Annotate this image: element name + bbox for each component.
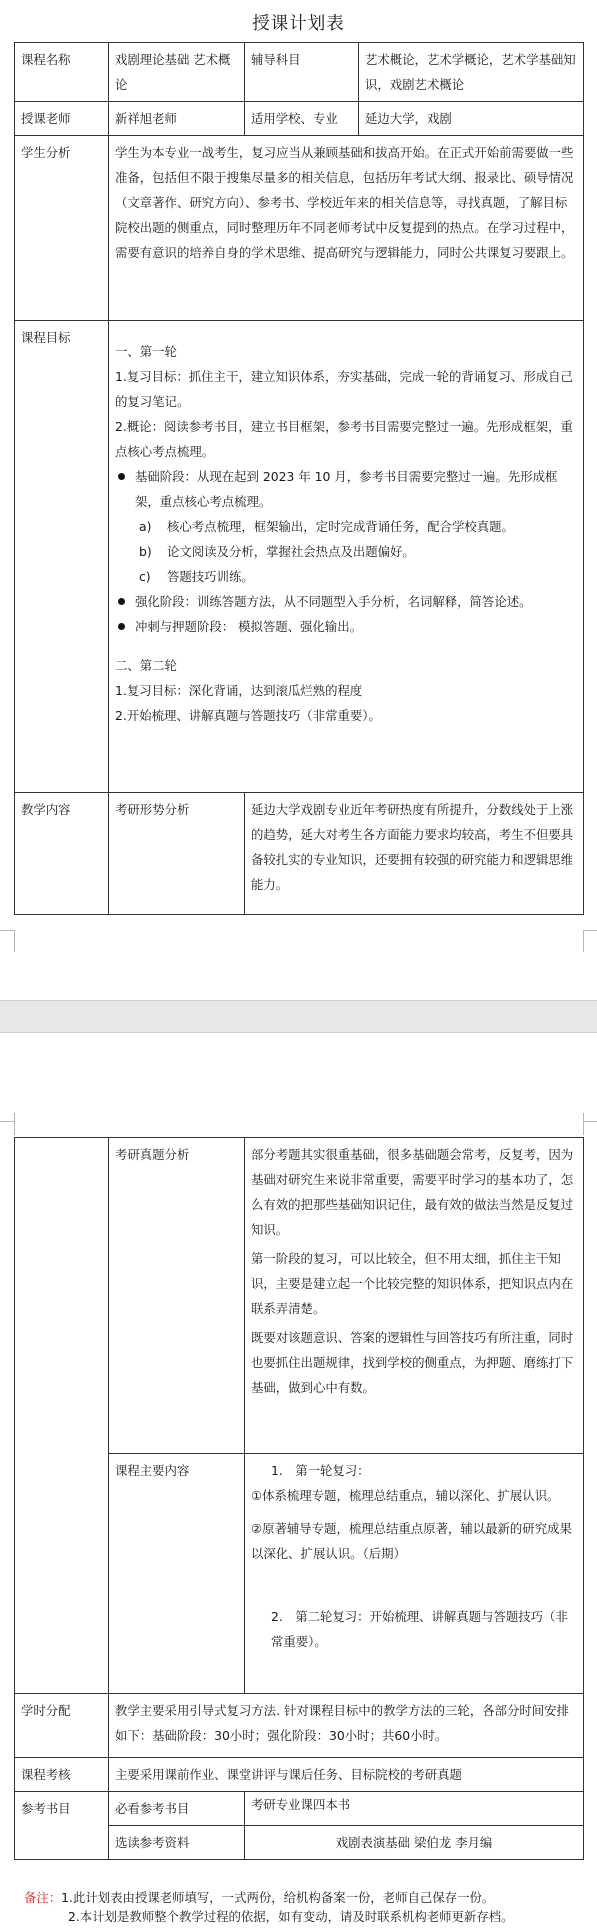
round2-point1: 1.复习目标：深化背诵，达到滚瓜烂熟的程度 <box>115 683 363 698</box>
school-label: 适用学校、专业 <box>245 102 359 136</box>
main-round2-heading: 2. 第二轮复习：开始梳理、讲解真题与答题技巧（非常重要）。 <box>271 1609 568 1649</box>
round1-point2: 2.概论：阅读参考书目，建立书目框架，参考书目需要完整过一遍。先形成框架，重点核心考点梳理。 <box>115 419 573 459</box>
exam-paragraph-3: 既要对该题意识、答案的逻辑性与回答技巧有所注重，同时也要抓住出题规律，找到学校的侧重点，为押题、磨练打下基础，做到心中有数。 <box>251 1330 574 1395</box>
main-label: 课程主要内容 <box>109 1454 245 1694</box>
main-item-1: ①体系梳理专题，梳理总结重点，辅以深化、扩展认识。 <box>251 1488 560 1503</box>
note-text-1: 1.此计划表由授课老师填写，一式两份，给机构备案一份，老师自己保存一份。 <box>61 1890 495 1905</box>
crop-mark <box>14 1113 15 1135</box>
round2-point2: 2.开始梳理、讲解真题与答题技巧（非常重要）。 <box>115 708 381 723</box>
ref-optional-value: 戏剧表演基础 梁伯龙 李月编 <box>245 1826 584 1860</box>
notes <box>24 1888 584 1926</box>
subject-value: 艺术概论，艺术学概论，艺术学基础知识，戏剧艺术概论 <box>359 43 584 102</box>
note-prefix: 备注： <box>24 1890 62 1905</box>
sub-item-b-marker: b) <box>139 544 152 559</box>
row-hours <box>15 1694 584 1758</box>
goal-content <box>109 321 584 793</box>
sub-item-a <box>115 514 577 539</box>
hours-text: 教学主要采用引导式复习方法. 针对课程目标中的教学方法的三轮，各部分时间安排如下：基础阶段：30小时；强化阶段：30小时；共60小时。 <box>109 1694 584 1758</box>
bullet-sprint-stage: 冲刺与押题阶段： 模拟答题、强化输出。 <box>115 614 577 639</box>
main-round1-heading: 1. 第一轮复习： <box>271 1463 370 1478</box>
plan-table-page1 <box>14 42 584 915</box>
row-course <box>15 43 584 102</box>
sub-item-c-marker: c) <box>139 569 151 584</box>
teacher-value: 新祥旭老师 <box>109 102 245 136</box>
row-assessment <box>15 1758 584 1792</box>
content-continued-cell <box>15 1138 109 1694</box>
subject-label: 辅导科目 <box>245 43 359 102</box>
row-analysis <box>15 136 584 321</box>
round1-heading: 一、第一轮 <box>115 344 177 359</box>
row-exam-analysis <box>15 1138 584 1454</box>
crop-mark <box>583 930 584 952</box>
analysis-label: 学生分析 <box>15 136 109 321</box>
goal-label: 课程目标 <box>15 321 109 793</box>
ref-required-value: 考研专业课四本书 <box>245 1792 584 1826</box>
plan-table-page2 <box>14 1137 584 1860</box>
page-gap <box>0 1000 597 1033</box>
course-label: 课程名称 <box>15 43 109 102</box>
crop-mark <box>0 930 14 931</box>
round1-point1: 1.复习目标：抓住主干，建立知识体系，夯实基础，完成一轮的背诵复习、形成自己的复习笔记。 <box>115 369 573 409</box>
trend-label: 考研形势分析 <box>109 793 245 915</box>
crop-mark <box>0 1121 14 1122</box>
exam-content <box>245 1138 584 1454</box>
note-line-2: 2.本计划是教师整个教学过程的依据，如有变动，请及时联系机构老师更新存档。 <box>68 1909 514 1924</box>
crop-mark <box>583 1121 597 1122</box>
assess-label: 课程考核 <box>15 1758 109 1792</box>
trend-text: 延边大学戏剧专业近年考研热度有所提升，分数线处于上涨的趋势，延大对考生各方面能力要求均较高，考生不但要具备较扎实的专业知识，还要拥有较强的研究能力和逻辑思维能力。 <box>245 793 584 915</box>
sub-item-c <box>115 564 577 589</box>
row-teacher <box>15 102 584 136</box>
exam-paragraph-2: 第一阶段的复习，可以比较全，但不用太细，抓住主干知识，主要是建立起一个比较完整的知识体系，把知识点内在联系弄清楚。 <box>251 1251 574 1316</box>
document-title: 授课计划表 <box>252 14 345 34</box>
sub-item-a-marker: a) <box>139 519 152 534</box>
bullet-basic-stage: 基础阶段：从现在起到 2023 年 10 月，参考书目需要完整过一遍。先形成框架，重点核心考点梳理。 <box>115 464 577 514</box>
hours-label: 学时分配 <box>15 1694 109 1758</box>
crop-mark <box>14 930 15 952</box>
content-label: 教学内容 <box>15 793 109 915</box>
row-goal <box>15 321 584 793</box>
sub-item-a-text: 核心考点梳理，框架输出，定时完成背诵任务，配合学校真题。 <box>167 519 514 534</box>
assess-text: 主要采用课前作业、课堂讲评与课后任务、目标院校的考研真题 <box>109 1758 584 1792</box>
sub-item-c-text: 答题技巧训练。 <box>167 569 254 584</box>
school-value: 延边大学，戏剧 <box>359 102 584 136</box>
crop-mark <box>583 930 597 931</box>
course-value: 戏剧理论基础 艺术概论 <box>109 43 245 102</box>
teacher-label: 授课老师 <box>15 102 109 136</box>
row-ref-required <box>15 1792 584 1826</box>
sub-item-b <box>115 539 577 564</box>
sub-item-b-text: 论文阅读及分析，掌握社会热点及出题偏好。 <box>167 544 415 559</box>
main-content <box>245 1454 584 1694</box>
ref-required-label: 必看参考书目 <box>109 1792 245 1826</box>
round2-heading: 二、第二轮 <box>115 658 177 673</box>
exam-paragraph-1: 部分考题其实很重基础，很多基础题会常考，反复考，因为基础对研究生来说非常重要，需要平时学习的基本功了，怎么有效的把那些基础知识记住，最有效的做法当然是反复过知识。 <box>251 1147 574 1237</box>
exam-label: 考研真题分析 <box>109 1138 245 1454</box>
main-item-2: ②原著辅导专题，梳理总结重点原著，辅以最新的研究成果以深化、扩展认识。（后期） <box>251 1521 572 1561</box>
analysis-text: 学生为本专业一战考生，复习应当从兼顾基础和拔高开始。在正式开始前需要做一些准备，包括但不限于搜集尽量多的相关信息，包括历年考试大纲、报录比、硕导情况（文章著作、研究方向）、参考书、学校近年来的相关信息等，寻找真题，了解目标院校出题的侧重点，同时整理历年不同老师考试中反复提到的热点。在学习过程中，需要有意识的培养自身的学术思维、提高研究与逻辑能力，同时公共课复习要跟上。 <box>109 136 584 321</box>
crop-mark <box>583 1113 584 1135</box>
row-content-trend <box>15 793 584 915</box>
ref-label: 参考书目 <box>15 1792 109 1860</box>
note-line-1 <box>24 1888 584 1907</box>
ref-optional-label: 选读参考资料 <box>109 1826 245 1860</box>
bullet-strengthen-stage: 强化阶段：训练答题方法，从不同题型入手分析，名词解释，简答论述。 <box>115 589 577 614</box>
